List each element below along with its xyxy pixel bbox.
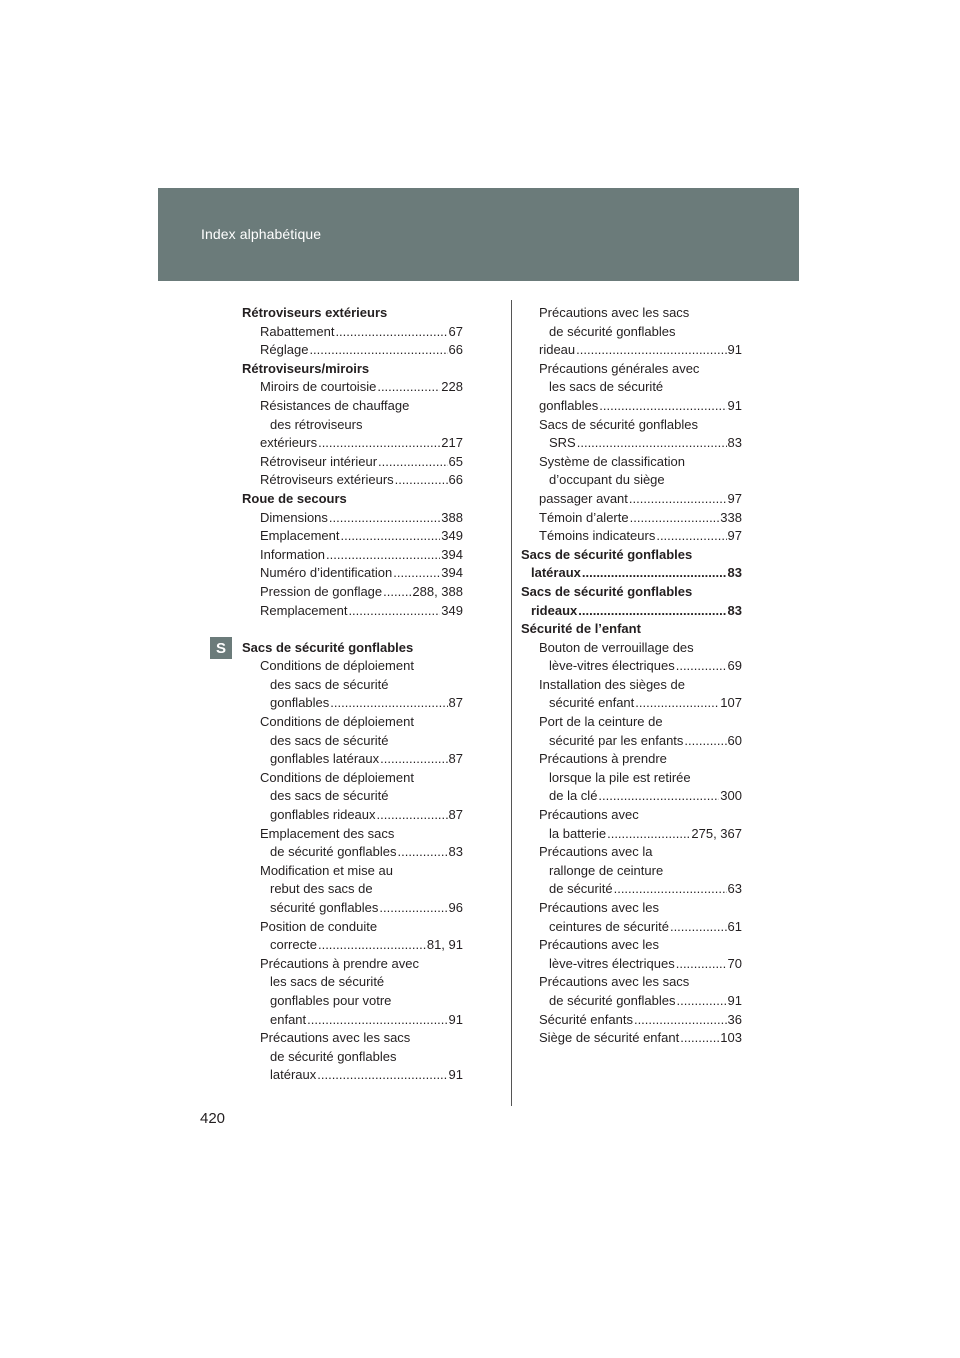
- index-heading: Sécurité de l’enfant: [521, 621, 641, 637]
- index-entry: Précautions à prendre avec: [260, 955, 419, 971]
- dot-leader: [680, 1029, 719, 1048]
- dot-leader: [318, 936, 426, 955]
- index-entry: rallonge de ceinture: [549, 862, 664, 878]
- dot-leader: [630, 509, 720, 528]
- page-ref: 394: [441, 565, 463, 581]
- page-ref: 83: [448, 844, 463, 860]
- page-ref: 91: [448, 1067, 463, 1083]
- index-entry: Système de classification: [539, 453, 685, 469]
- dot-leader: [326, 546, 440, 565]
- page-ref: 66: [448, 342, 463, 358]
- index-entry: Conditions de déploiement: [260, 769, 414, 785]
- index-entry: Précautions avec les sacs: [539, 305, 690, 320]
- dot-leader: [635, 694, 719, 713]
- dot-leader: [317, 1066, 447, 1085]
- page-ref: 91: [448, 1011, 463, 1027]
- section-title: Index alphabétique: [201, 226, 322, 242]
- index-entry: [521, 787, 742, 806]
- page-ref: 83: [727, 565, 742, 581]
- page-ref: 60: [727, 732, 742, 748]
- entry-label: passager avant: [539, 490, 628, 506]
- index-entry: [242, 527, 463, 546]
- page-ref: 349: [441, 602, 463, 618]
- entry-label: lève-vitres électriques: [549, 955, 675, 971]
- entry-label: Dimensions: [260, 509, 328, 525]
- page-ref: 87: [448, 807, 463, 823]
- page-ref: 217: [441, 435, 463, 451]
- index-entry: Précautions générales avec: [539, 360, 700, 376]
- index-entry: [521, 694, 742, 713]
- dot-leader: [670, 918, 727, 937]
- page-ref: 97: [727, 490, 742, 506]
- dot-leader: [380, 750, 447, 769]
- entry-label: Rétroviseurs extérieurs: [260, 472, 394, 488]
- dot-leader: [582, 564, 727, 583]
- index-entry: [521, 955, 742, 974]
- dot-leader: [397, 843, 447, 862]
- dot-leader: [634, 1011, 727, 1030]
- dot-leader: [330, 694, 447, 713]
- index-entry: [521, 880, 742, 899]
- index-heading: Sacs de sécurité gonflables: [521, 546, 693, 562]
- index-entry: [242, 453, 463, 472]
- entry-label: enfant: [270, 1011, 307, 1027]
- page-ref: 349: [441, 528, 463, 544]
- entry-label: Rabattement: [260, 323, 335, 339]
- page-ref: 70: [727, 955, 742, 971]
- dot-leader: [607, 825, 690, 844]
- page-ref: 66: [448, 472, 463, 488]
- entry-label: la batterie: [549, 825, 607, 841]
- dot-leader: [348, 602, 440, 621]
- index-entry: [242, 564, 463, 583]
- index-entry: [521, 434, 742, 453]
- page-ref: 81, 91: [426, 937, 463, 953]
- index-entry: [242, 434, 463, 453]
- entry-label: extérieurs: [260, 435, 318, 451]
- index-entry: [242, 378, 463, 397]
- dot-leader: [629, 490, 727, 509]
- index-heading: Rétroviseurs/miroirs: [242, 360, 370, 376]
- index-entry: Bouton de verrouillage des: [539, 639, 694, 655]
- index-entry: [242, 323, 463, 342]
- entry-label: de sécurité: [549, 881, 613, 897]
- dot-leader: [676, 992, 726, 1011]
- entry-label: gonflables latéraux: [270, 751, 380, 767]
- dot-leader: [379, 899, 447, 918]
- index-entry: [242, 1066, 463, 1085]
- index-entry: Précautions avec les: [539, 900, 659, 915]
- index-entry: des rétroviseurs: [270, 416, 363, 432]
- index-entry: [521, 825, 742, 844]
- entry-label: SRS: [549, 435, 576, 451]
- header-band: [158, 188, 799, 281]
- index-entry: [242, 694, 463, 713]
- page-ref: 69: [727, 658, 742, 674]
- index-entry: [242, 509, 463, 528]
- entry-label: rideaux: [531, 602, 578, 618]
- entry-label: correcte: [270, 937, 317, 953]
- index-entry: Précautions à prendre: [539, 751, 667, 767]
- index-heading: [521, 602, 742, 621]
- entry-label: Rétroviseur intérieur: [260, 453, 378, 469]
- page-ref: 228: [441, 379, 463, 395]
- entry-label: Sécurité enfants: [539, 1011, 633, 1027]
- dot-leader: [684, 732, 726, 751]
- index-entry: Précautions avec les sacs: [260, 1030, 411, 1046]
- index-entry: Installation des sièges de: [539, 676, 685, 692]
- entry-label: de la clé: [549, 788, 598, 804]
- page-ref: 83: [727, 602, 742, 618]
- dot-leader: [578, 602, 726, 621]
- dot-leader: [318, 434, 440, 453]
- index-entry: rebut des sacs de: [270, 881, 373, 897]
- index-entry: [242, 341, 463, 360]
- page-ref: 103: [720, 1030, 742, 1046]
- index-entry: les sacs de sécurité: [549, 379, 664, 395]
- page-number: 420: [200, 1110, 226, 1127]
- page-ref: 394: [441, 546, 463, 562]
- dot-leader: [383, 583, 411, 602]
- dot-leader: [377, 806, 448, 825]
- index-entry: de sécurité gonflables: [549, 323, 676, 339]
- dot-leader: [576, 341, 726, 360]
- entry-label: Témoin d’alerte: [539, 509, 629, 525]
- dot-leader: [309, 341, 447, 360]
- index-entry: des sacs de sécurité: [270, 732, 389, 748]
- index-entry: Précautions avec les sacs: [539, 974, 690, 990]
- index-entry: [521, 992, 742, 1011]
- index-heading: [521, 564, 742, 583]
- index-entry: Conditions de déploiement: [260, 658, 414, 674]
- page-ref: 87: [448, 751, 463, 767]
- page-ref: 83: [727, 435, 742, 451]
- page-ref: 338: [720, 509, 742, 525]
- entry-label: gonflables: [539, 397, 599, 413]
- page-ref: 275, 367: [691, 825, 742, 841]
- index-entry: [521, 341, 742, 360]
- index-entry: Emplacement des sacs: [260, 825, 395, 841]
- page-ref: 96: [448, 900, 463, 915]
- index-letter-tab: S: [210, 637, 232, 659]
- index-entry: [521, 1029, 742, 1048]
- index-entry: lorsque la pile est retirée: [549, 769, 691, 785]
- page-ref: 107: [720, 695, 742, 711]
- index-entry: Conditions de déploiement: [260, 714, 414, 730]
- dot-leader: [599, 397, 726, 416]
- index-heading: Roue de secours: [242, 490, 347, 506]
- index-entry: [242, 899, 463, 918]
- index-entry: [242, 602, 463, 621]
- index-entry: Sacs de sécurité gonflables: [539, 416, 698, 432]
- index-column-left: [242, 304, 463, 1085]
- entry-label: Emplacement: [260, 528, 340, 544]
- dot-leader: [656, 527, 726, 546]
- entry-label: Pression de gonflage: [260, 583, 383, 599]
- index-entry: Précautions avec: [539, 807, 639, 823]
- page-ref: 65: [448, 453, 463, 469]
- dot-leader: [676, 955, 727, 974]
- dot-leader: [335, 323, 447, 342]
- entry-label: gonflables rideaux: [270, 807, 376, 823]
- entry-label: Miroirs de courtoisie: [260, 379, 377, 395]
- index-entry: [242, 843, 463, 862]
- index-entry: [521, 527, 742, 546]
- page-ref: 97: [727, 528, 742, 544]
- index-entry: Port de la ceinture de: [539, 714, 663, 730]
- entry-label: lève-vitres électriques: [549, 658, 675, 674]
- index-column-right: [521, 304, 742, 1048]
- index-entry: [521, 732, 742, 751]
- entry-label: Numéro d’identification: [260, 565, 393, 581]
- index-entry: [242, 583, 463, 602]
- index-heading: Rétroviseurs extérieurs: [242, 305, 388, 320]
- dot-leader: [340, 527, 440, 546]
- index-entry: [242, 936, 463, 955]
- index-entry: Précautions avec la: [539, 844, 653, 860]
- page-ref: 61: [727, 918, 742, 934]
- index-entry: [521, 1011, 742, 1030]
- dot-leader: [378, 453, 447, 472]
- entry-label: gonflables: [270, 695, 330, 711]
- dot-leader: [598, 787, 719, 806]
- index-spacer: [242, 620, 463, 639]
- page-ref: 388: [441, 509, 463, 525]
- dot-leader: [676, 657, 727, 676]
- entry-label: sécurité gonflables: [270, 900, 379, 915]
- index-entry: des sacs de sécurité: [270, 788, 389, 804]
- index-entry: [242, 1011, 463, 1030]
- page-ref: 91: [727, 992, 742, 1008]
- index-entry: Précautions avec les: [539, 937, 659, 953]
- index-entry: Modification et mise au: [260, 862, 393, 878]
- index-entry: [242, 471, 463, 490]
- index-entry: des sacs de sécurité: [270, 676, 389, 692]
- index-entry: les sacs de sécurité: [270, 974, 385, 990]
- entry-label: Réglage: [260, 342, 309, 358]
- index-entry: [521, 397, 742, 416]
- index-entry: [521, 490, 742, 509]
- dot-leader: [393, 564, 440, 583]
- entry-label: latéraux: [531, 565, 581, 581]
- dot-leader: [377, 378, 440, 397]
- index-entry: gonflables pour votre: [270, 992, 392, 1008]
- index-heading: Sacs de sécurité gonflables: [242, 639, 414, 655]
- dot-leader: [614, 880, 727, 899]
- dot-leader: [577, 434, 727, 453]
- page-ref: 300: [720, 788, 742, 804]
- page-ref: 63: [727, 881, 742, 897]
- entry-label: sécurité enfant: [549, 695, 635, 711]
- index-entry: [521, 509, 742, 528]
- index-heading: Sacs de sécurité gonflables: [521, 583, 693, 599]
- dot-leader: [329, 509, 440, 528]
- index-entry: de sécurité gonflables: [270, 1048, 397, 1064]
- dot-leader: [307, 1011, 447, 1030]
- page-ref: 87: [448, 695, 463, 711]
- entry-label: ceintures de sécurité: [549, 918, 669, 934]
- page-ref: 67: [448, 323, 463, 339]
- entry-label: rideau: [539, 342, 576, 358]
- index-entry: d’occupant du siège: [549, 472, 665, 488]
- index-entry: [242, 806, 463, 825]
- column-divider: [511, 300, 512, 1106]
- page-ref: 36: [727, 1011, 742, 1027]
- dot-leader: [395, 471, 448, 490]
- entry-label: Remplacement: [260, 602, 348, 618]
- entry-label: sécurité par les enfants: [549, 732, 684, 748]
- index-entry: Position de conduite: [260, 918, 378, 934]
- index-entry: [521, 918, 742, 937]
- entry-label: de sécurité gonflables: [549, 992, 676, 1008]
- entry-label: Information: [260, 546, 326, 562]
- index-entry: [521, 657, 742, 676]
- entry-label: de sécurité gonflables: [270, 844, 397, 860]
- page-ref: 288, 388: [412, 583, 463, 599]
- index-entry: [242, 546, 463, 565]
- page-ref: 91: [727, 342, 742, 358]
- entry-label: Témoins indicateurs: [539, 528, 656, 544]
- index-entry: [242, 750, 463, 769]
- index-entry: Résistances de chauffage: [260, 397, 410, 413]
- entry-label: Siège de sécurité enfant: [539, 1030, 680, 1046]
- page-ref: 91: [727, 397, 742, 413]
- entry-label: latéraux: [270, 1067, 317, 1083]
